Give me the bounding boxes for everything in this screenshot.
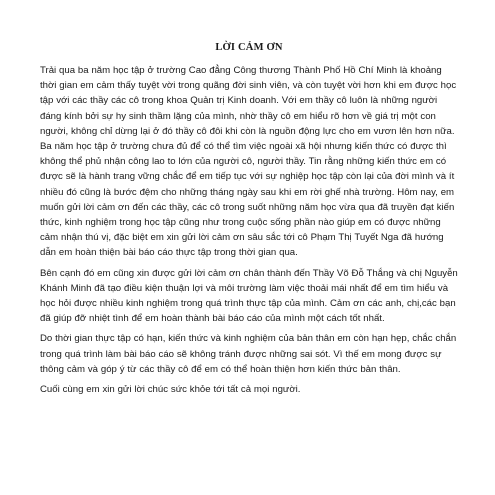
document-page <box>40 42 458 401</box>
paragraph-1: Trải qua ba năm học tập ở trường Cao đẳng Công thương Thành Phố Hồ Chí Minh là khoảng thời gian em cảm thấy tuyệt vời trong quãng đời sinh viên, và còn tuyệt vời hơn khi em được học tập với các thầy các cô trong khoa Quản trị Kinh doanh. Với em thầy cô luôn là những người đáng kính bởi sự hy sinh thầm lặng của mình, nhờ thầy cô em hiểu rõ hơn về giá trị một con người, không chỉ dừng lại ở đó thầy cô đôi khi còn là nguồn động lực cho em vươn lên hơn nữa. Ba năm học tập ở trường chưa đủ để có thể tìm việc ngoài xã hội nhưng kiến thức có được thì không thể phủ nhận công lao to lớn của người cô, người thầy. Tin rằng những kiến thức em có được sẽ là hành trang vững chắc để em tiếp tục với sự nghiệp học tập còn lại của đời mình và ít nhiều đó cũng là bước đệm cho những tháng ngày sau khi em rời ghế nhà trường. Hôm nay, em muốn gửi lời cảm ơn đến các thầy, các cô trong suốt những năm học vừa qua đã truyền đạt kiến thức, kinh nghiệm trong học tập cũng như trong cuộc sống phần nào giúp em có được những cảm nhận thú vị, đặc biệt em xin gửi lời cảm ơn sâu sắc tới cô Phạm Thị Tuyết Nga đã hướng dẫn em hoàn thiện bài báo cáo thực tập trong thời gian qua. <box>40 65 457 259</box>
document-title: LỜI CẢM ƠN <box>215 42 283 53</box>
paragraph-2: Bên cạnh đó em cũng xin được gửi lời cảm ơn chân thành đến Thầy Võ Đỗ Thắng và chị Nguyễn Khánh Minh đã tạo điều kiện thuận lợi và môi trường làm việc thoải mái nhất để em tìm hiểu và học hỏi được nhiều kinh nghiệm trong quá trình thực tập của mình. Cảm ơn các anh, chị,các bạn đã giúp đỡ nhiệt tình để em hoàn thành bài báo cáo của mình một cách tốt nhất. <box>40 267 458 325</box>
paragraph-3: Do thời gian thực tập có hạn, kiến thức và kinh nghiệm của bản thân em còn hạn hẹp, chắc chắn trong quá trình làm bài báo cáo sẽ không tránh được những sai sót. Vì thế em mong được sự thông cảm và góp ý từ các thầy cô để em có thể hoàn thiện hơn kiến thức bản thân. <box>40 333 457 375</box>
paragraph-4: Cuối cùng em xin gửi lời chúc sức khỏe tới tất cả mọi người. <box>40 384 301 396</box>
